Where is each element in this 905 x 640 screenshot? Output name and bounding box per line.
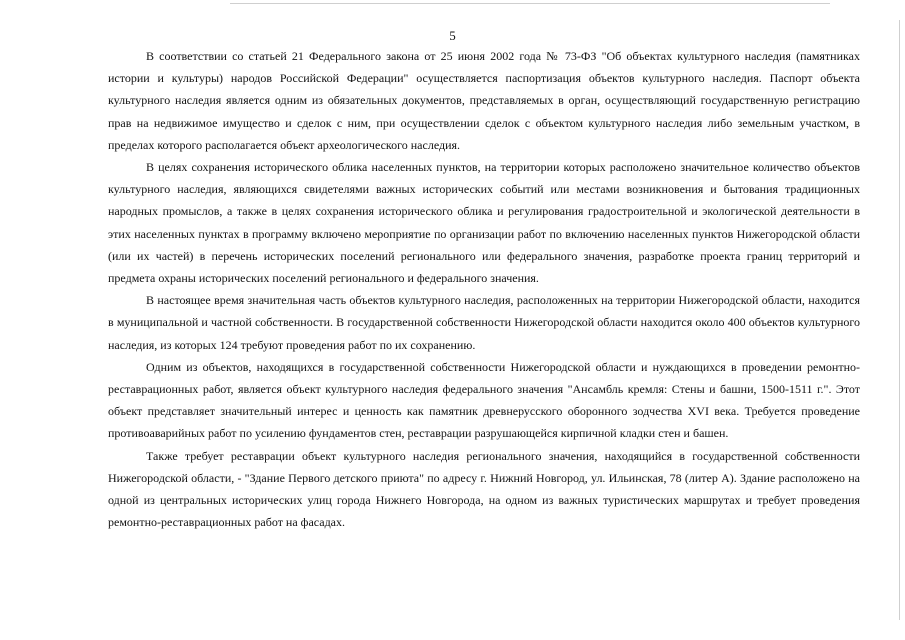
paragraph-historic-settlements: В целях сохранения исторического облика населенных пунктов, на территории которых расположено значительное количество объектов культурного наследия, являющихся свидетелями важных исторических событий или местами возникновения и бытования традиционных народных промыслов, а также в целях сохранения исторического облика и регулирования градостроительной и экологической деятельности в этих населенных пунктах в программу включено мероприятие по организации работ по включению населенных пунктов Нижегородской области (или их частей) в перечень исторических поселений регионального или федерального значения, разработке проекта границ территорий и предмета охраны исторических поселений регионального и федерального значения. [108,160,860,286]
paragraph-kremlin: Одним из объектов, находящихся в государственной собственности Нижегородской области и нуждающихся в проведении ремонтно-реставрационных работ, является объект культурного наследия федерального значения "Ансамбль кремля: Стены и башни, 1500-1511 г.". Этот объект представляет значительный интерес и ценность как памятник древнерусского оборонного зодчества XVI века. Требуется проведение противоаварийных работ по усилению фундаментов стен, реставрации разрушающейся кирпичной кладки стен и башен. [108,359,860,441]
paragraph-ownership: В настоящее время значительная часть объектов культурного наследия, расположенных на территории Нижегородской области, находится в муниципальной и частной собственности. В государственной собственности Нижегородской области находится около 400 объектов культурного наследия, из которых 124 требуют проведения работ по их сохранению. [108,293,860,352]
page-number: 5 [449,28,456,43]
scan-edge-right [899,20,900,620]
paragraph-orphanage: Также требует реставрации объект культурного наследия регионального значения, находящийся в государственной собственности Нижегородской области, - "Здание Первого детского приюта" по адресу г. Нижний Новгород, ул. Ильинская, 78 (литер А). Здание расположено на одной из центральных исторических улиц города Нижнего Новгорода, на одном из важных туристических маршрутах и требует проведения ремонтно-реставрационных работ на фасадах. [108,448,860,530]
scan-edge-top [230,3,830,4]
paragraph-passport: В соответствии со статьей 21 Федерального закона от 25 июня 2002 года № 73-ФЗ "Об объектах культурного наследия (памятниках истории и культуры) народов Российской Федерации" осуществляется паспортизация объектов культурного наследия. Паспорт объекта культурного наследия является одним из обязательных документов, представляемых в орган, осуществляющий государственную регистрацию прав на недвижимое имущество и сделок с ним, при осуществлении сделок с объектом культурного наследия либо земельным участком, в пределах которого располагается объект археологического наследия. [108,49,860,152]
document-body [108,45,860,533]
